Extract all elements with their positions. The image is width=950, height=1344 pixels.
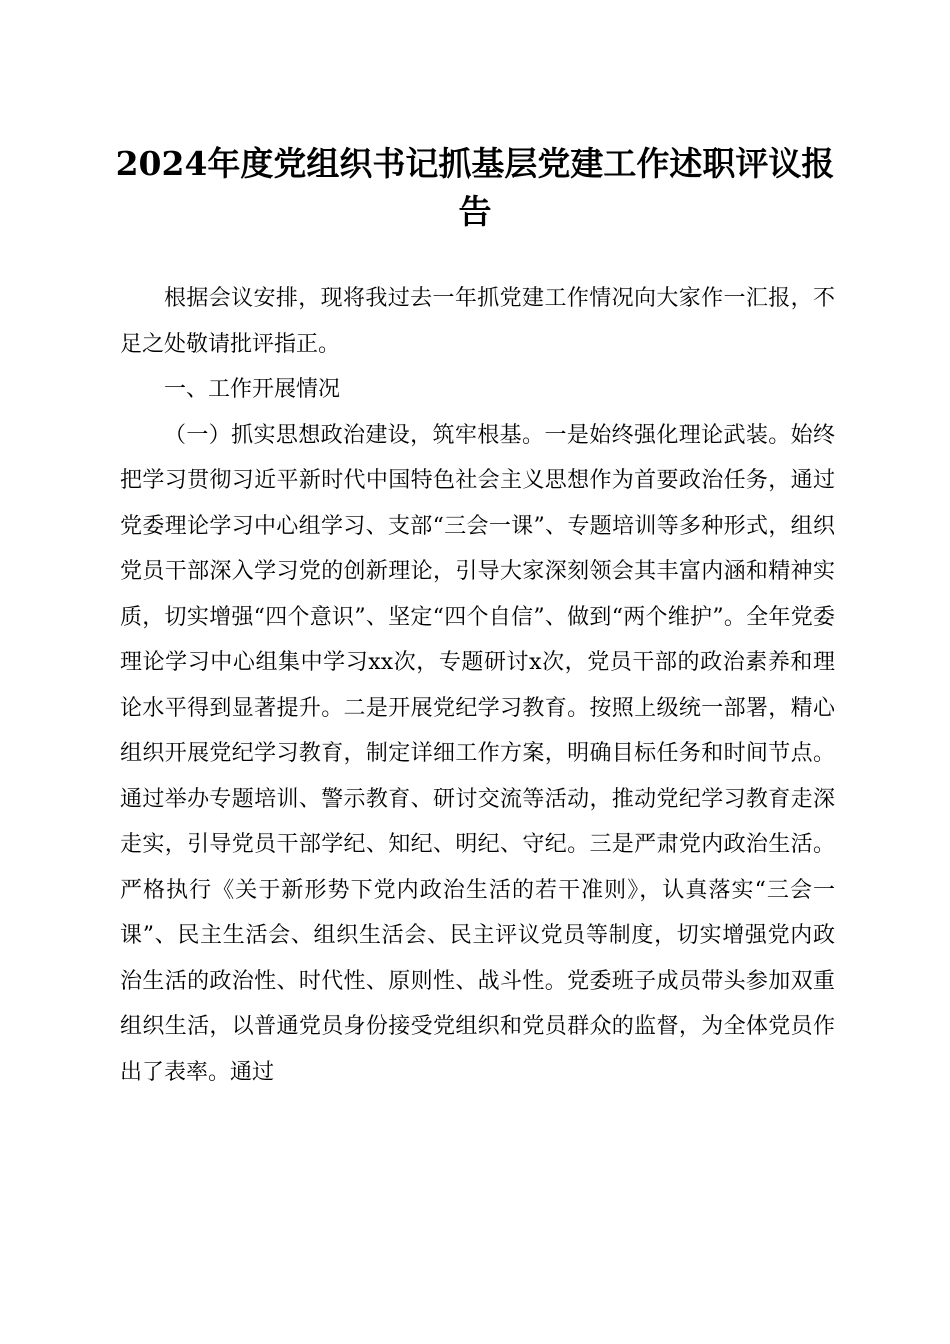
document-title: 2024年度党组织书记抓基层党建工作述职评议报告 bbox=[115, 144, 835, 231]
intro-paragraph: 根据会议安排，现将我过去一年抓党建工作情况向大家作一汇报，不足之处敬请批评指正。 bbox=[120, 286, 835, 357]
body-paragraph: （一）抓实思想政治建设，筑牢根基。一是始终强化理论武装。始终把学习贯彻习近平新时代中国特色社会主义思想作为首要政治任务，通过党委理论学习中心组学习、支部“三会一课”、专题培训等多种形式，组织党员干部深入学习党的创新理论，引导大家深刻领会其丰富内涵和精神实质，切实增强“四个意识”、坚定“四个自信”、做到“两个维护”。全年党委理论学习中心组集中学习xx次，专题研讨x次，党员干部的政治素养和理论水平得到显著提升。二是开展党纪学习教育。按照上级统一部署，精心组织开展党纪学习教育，制定详细工作方案，明确目标任务和时间节点。通过举办专题培训、警示教育、研讨交流等活动，推动党纪学习教育走深走实，引导党员干部学纪、知纪、明纪、守纪。三是严肃党内政治生活。严格执行《关于新形势下党内政治生活的若干准则》，认真落实“三会一课”、民主生活会、组织生活会、民主评议党员等制度，切实增强党内政治生活的政治性、时代性、原则性、战斗性。党委班子成员带头参加双重组织生活，以普通党员身份接受党组织和党员群众的监督，为全体党员作出了表率。通过 bbox=[120, 422, 835, 1085]
document-body bbox=[120, 276, 835, 1095]
section-heading: 一、工作开展情况 bbox=[164, 377, 341, 402]
